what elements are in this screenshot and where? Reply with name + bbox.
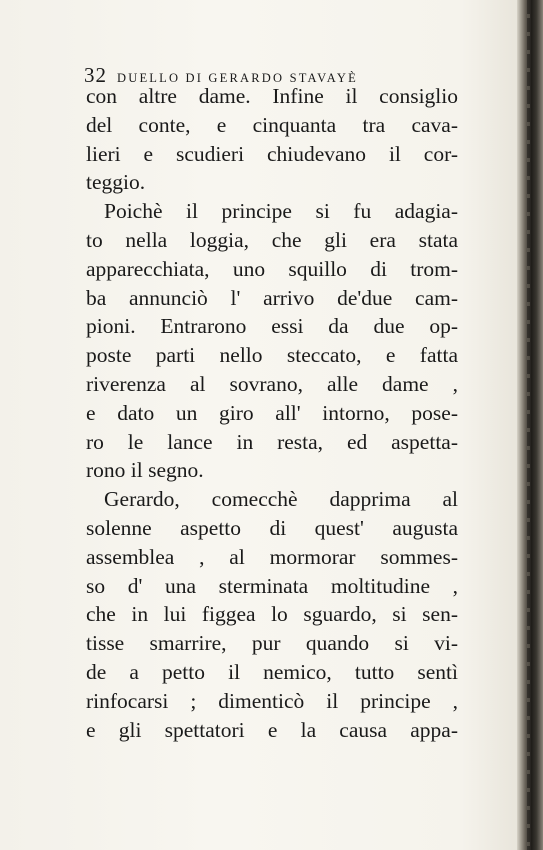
text-line: de a petto il nemico, tutto sentì — [86, 659, 458, 684]
text-line: e dato un giro all' intorno, pose- — [86, 400, 458, 425]
page-binding-edge — [517, 0, 543, 850]
running-head-title: DUELLO DI GERARDO STAVAYÈ — [117, 71, 358, 85]
text-line: e gli spettatori e la causa appa- — [86, 717, 458, 742]
text-line: to nella loggia, che gli era stata — [86, 227, 458, 252]
text-line: so d' una sterminata moltitudine , — [86, 573, 458, 598]
text-line: che in lui figgea lo sguardo, si sen- — [86, 602, 458, 627]
text-line: poste parti nello steccato, e fatta — [86, 343, 458, 368]
text-line: riverenza al sovrano, alle dame , — [86, 371, 458, 396]
text-line: ro le lance in resta, ed aspetta- — [86, 429, 458, 454]
body-text — [86, 82, 458, 744]
text-line: ba annunciò l' arrivo de'due cam- — [86, 285, 458, 310]
page-number: 32 — [84, 63, 107, 87]
text-line: lieri e scudieri chiudevano il cor- — [86, 141, 458, 166]
text-line: del conte, e cinquanta tra cava- — [86, 112, 458, 137]
text-line: apparecchiata, uno squillo di trom- — [86, 256, 458, 281]
text-line: solenne aspetto di quest' augusta — [86, 515, 458, 540]
text-line: Poichè il principe si fu adagia- — [104, 199, 458, 224]
text-line: pioni. Entrarono essi da due op- — [86, 314, 458, 339]
text-line: tisse smarrire, pur quando si vi- — [86, 631, 458, 656]
text-line: rinfocarsi ; dimenticò il principe , — [86, 688, 458, 713]
text-line: teggio. — [86, 170, 146, 195]
text-line: rono il segno. — [86, 458, 204, 483]
text-line: assemblea , al mormorar sommes- — [86, 544, 458, 569]
text-line: con altre dame. Infine il consiglio — [86, 84, 458, 108]
text-line: Gerardo, comecchè dapprima al — [104, 487, 458, 512]
